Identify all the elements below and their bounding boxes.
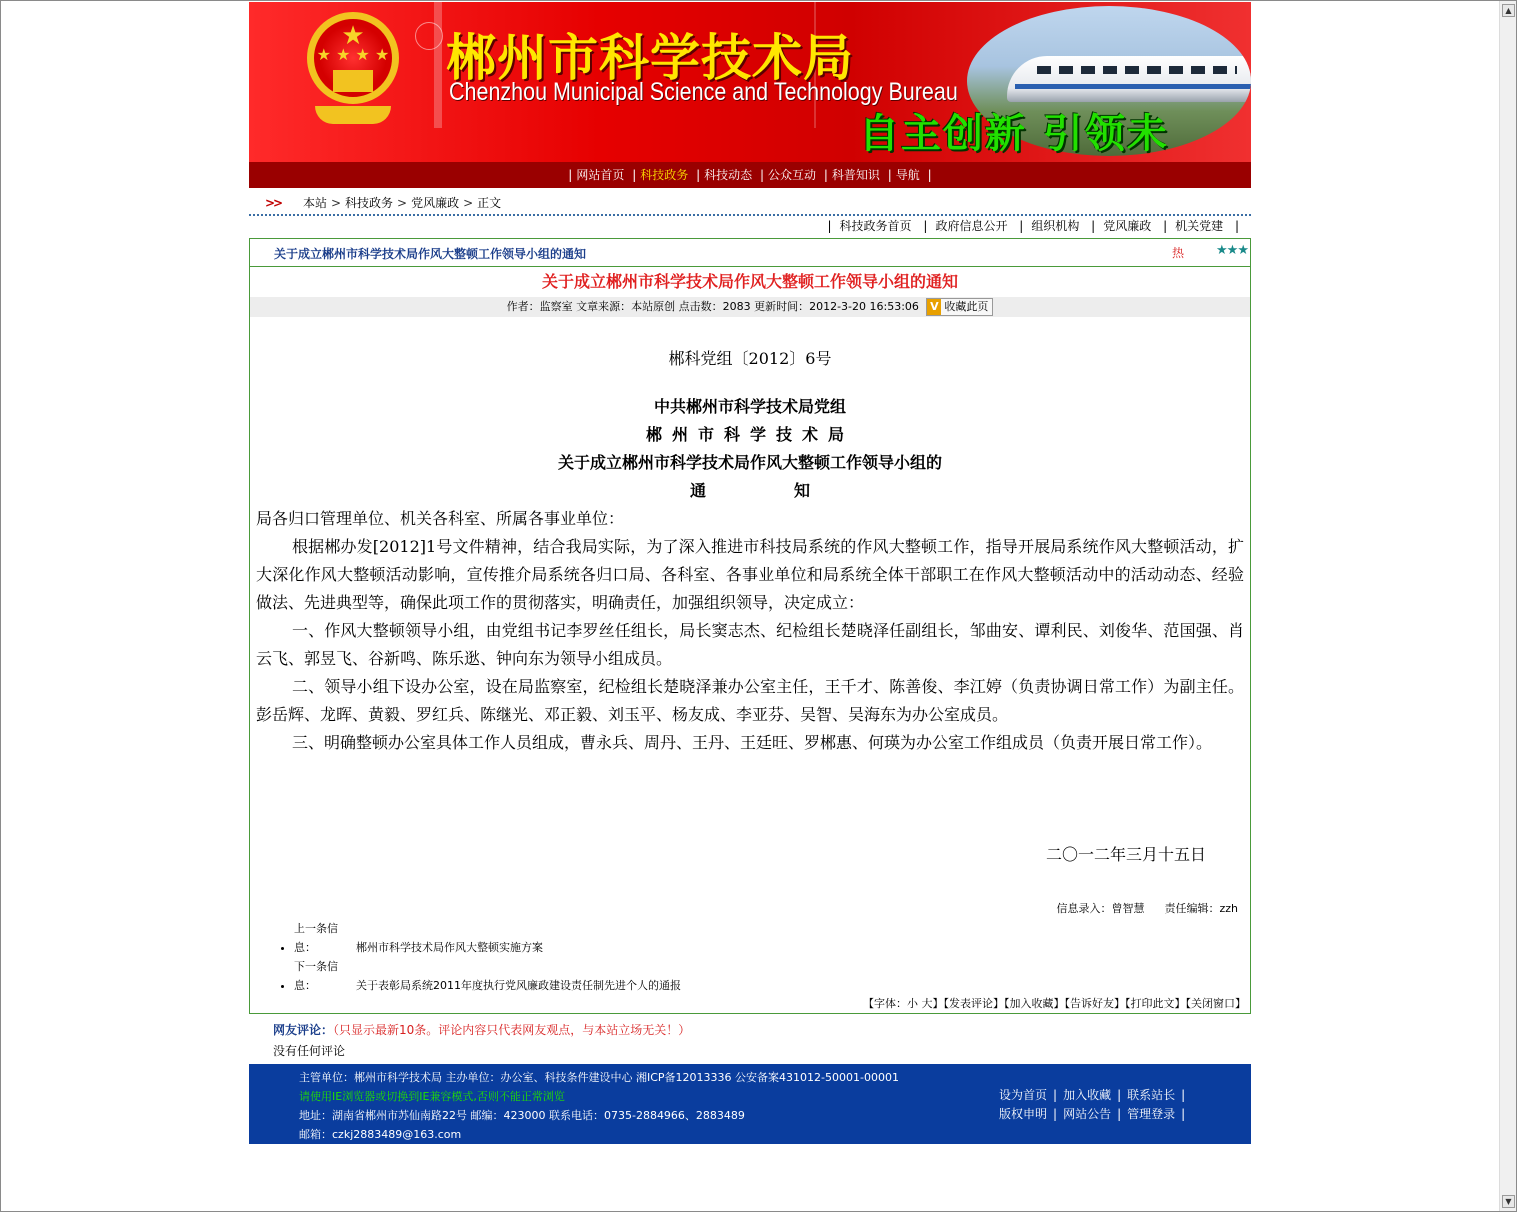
- nav-item-sci-news[interactable]: 科技动态: [704, 168, 753, 182]
- prev-article: [294, 919, 1250, 957]
- font-small-button[interactable]: 小: [907, 997, 918, 1010]
- breadcrumb-item: 正文: [477, 196, 502, 210]
- footer-line: 地址：湖南省郴州市苏仙南路22号 邮编：423000 联系电话：0735-2884966、2883489: [299, 1109, 745, 1122]
- footer-links: 设为首页 | 加入收藏 | 联系站长 | 版权申明 | 网站公告 | 管理登录 |: [999, 1088, 1186, 1121]
- notice-char: 通: [689, 481, 706, 500]
- set-homepage-link[interactable]: 设为首页: [999, 1088, 1048, 1102]
- nav-item-public-interaction[interactable]: 公众互动: [768, 168, 817, 182]
- post-comment-button[interactable]: 【发表评论】: [943, 997, 1004, 1010]
- nav-item-popular-science[interactable]: 科普知识: [831, 168, 880, 182]
- footer-browser-notice: 请使用IE浏览器或切换到IE兼容模式,否则不能正常浏览: [299, 1090, 565, 1103]
- paragraph: 二、领导小组下设办公室，设在局监察室，纪检组长楚晓泽兼办公室主任，王千才、陈善俊、李江婷（负责协调日常工作）为副主任。彭岳辉、龙晖、黄毅、罗红兵、陈继光、邓正毅、刘玉平、杨友成、李亚芬、吴智、吴海东为办公室成员。: [256, 677, 1244, 724]
- salutation: 局各归口管理单位、机关各科室、所属各事业单位：: [256, 509, 625, 528]
- article-box: [249, 238, 1251, 1014]
- article-title: 关于成立郴州市科学技术局作风大整顿工作领导小组的通知: [541, 272, 958, 291]
- bookmark-page-button[interactable]: [926, 298, 993, 316]
- contact-webmaster-link[interactable]: 联系站长: [1127, 1088, 1176, 1102]
- breadcrumb-item[interactable]: 本站: [302, 196, 327, 210]
- document-date: 二〇一二年三月十五日: [1045, 845, 1206, 864]
- breadcrumb: >> 本站 > 科技政务 > 党风廉政 > 正文: [249, 194, 1251, 216]
- notice-char: 知: [793, 481, 810, 500]
- article-body: [250, 347, 1250, 867]
- add-favorite-button[interactable]: 【加入收藏】: [1004, 997, 1065, 1010]
- page-container: [249, 2, 1251, 1144]
- site-title-chinese: 郴州市科学技术局: [446, 29, 854, 87]
- banner-decoration: [434, 2, 442, 128]
- rating-stars-icon: ★★★: [1216, 243, 1248, 258]
- subnav-item-party-building[interactable]: 机关党建: [1175, 219, 1224, 233]
- article-meta: [250, 297, 1250, 317]
- comments-title: 网友评论：: [273, 1023, 334, 1037]
- site-title-english: Chenzhou Municipal Science and Technology Bureau: [449, 78, 958, 106]
- article-meta-text: 作者：监察室 文章来源：本站原创 点击数：2083 更新时间：2012-3-20 16:53:06: [506, 300, 919, 313]
- site-announcement-link[interactable]: 网站公告: [1063, 1107, 1112, 1121]
- next-article-link[interactable]: 关于表彰局系统2011年度执行党风廉政建设责任制先进个人的通报: [356, 979, 681, 992]
- site-footer: [249, 1064, 1251, 1144]
- paragraph: 一、作风大整顿领导小组，由党组书记李罗丝任组长，局长窦志杰、纪检组长楚晓泽任副组长，邹曲安、谭利民、刘俊华、范国强、肖云飞、郭昱飞、谷新鸣、陈乐逖、钟向东为领导小组成员。: [256, 621, 1244, 668]
- document-heading: 中共郴州市科学技术局党组: [653, 397, 846, 416]
- footer-line: 主管单位：郴州市科学技术局 主办单位：办公室、科技条件建设中心 湘ICP备12013336 公安备案431012-50001-00001: [299, 1071, 899, 1084]
- vertical-scrollbar[interactable]: [1499, 1, 1516, 1211]
- comments-header: [273, 1020, 1251, 1040]
- breadcrumb-item[interactable]: 科技政务: [345, 196, 394, 210]
- add-favorite-link[interactable]: 加入收藏: [1063, 1088, 1112, 1102]
- copyright-link[interactable]: 版权申明: [999, 1107, 1048, 1121]
- document-number: 郴科党组〔2012〕6号: [668, 349, 832, 368]
- site-banner: [249, 2, 1251, 162]
- font-size-suffix: 】: [932, 997, 944, 1010]
- comments-empty: 没有任何评论: [273, 1044, 346, 1058]
- nav-item-sci-gov[interactable]: 科技政务: [640, 168, 689, 182]
- subnav-item-sci-gov-home[interactable]: 科技政务首页: [839, 219, 912, 233]
- subnav-item-gov-info[interactable]: 政府信息公开: [935, 219, 1008, 233]
- prev-next-list: [250, 919, 1250, 995]
- responsible-editor: 责任编辑：zzh: [1164, 902, 1238, 915]
- next-label: 下一条信息：: [294, 960, 338, 992]
- font-size-label: 【字体：: [863, 997, 907, 1010]
- tell-friend-button[interactable]: 【告诉好友】: [1064, 997, 1125, 1010]
- banner-slogan: 自主创新 引领未: [859, 111, 1169, 157]
- close-window-button[interactable]: 【关闭窗口】: [1185, 997, 1246, 1010]
- document-heading: 郴州市科学技术局: [645, 425, 854, 444]
- document-heading: 关于成立郴州市科学技术局作风大整顿工作领导小组的: [557, 453, 942, 472]
- paragraph: 三、明确整顿办公室具体工作人员组成，曹永兵、周丹、王丹、王廷旺、罗郴惠、何瑛为办公室工作组成员（负责开展日常工作）。: [292, 733, 1213, 752]
- footer-info: [299, 1068, 899, 1144]
- article-tools: [250, 995, 1250, 1013]
- bookmark-label: 收藏此页: [944, 300, 989, 313]
- breadcrumb-item[interactable]: 党风廉政: [411, 196, 460, 210]
- editor-info: [250, 899, 1250, 919]
- main-nav: | 网站首页 | 科技政务 | 科技动态 | 公众互动 | 科普知识 | 导航 |: [249, 162, 1251, 194]
- national-emblem-icon: ★ ★ ★ ★ ★: [301, 10, 405, 128]
- info-recorder: 信息录入：曾智慧: [1056, 902, 1145, 915]
- scroll-down-arrow-icon[interactable]: ▼: [1502, 1195, 1515, 1208]
- comments-section: [249, 1020, 1251, 1062]
- font-large-button[interactable]: 大: [921, 997, 933, 1010]
- nav-item-home[interactable]: 网站首页: [576, 168, 625, 182]
- double-chevron-icon: >>: [265, 196, 282, 210]
- subnav-item-organization[interactable]: 组织机构: [1031, 219, 1080, 233]
- nav-item-navigation[interactable]: 导航: [895, 168, 920, 182]
- prev-article-link[interactable]: 郴州市科学技术局作风大整顿实施方案: [356, 941, 543, 954]
- section-subnav: | 科技政务首页 | 政府信息公开 | 组织机构 | 党风廉政 | 机关党建 |: [827, 219, 1239, 233]
- next-article: [294, 957, 1250, 995]
- hot-badge: 热: [1172, 246, 1185, 260]
- footer-email: 邮箱：czkj2883489@163.com: [299, 1128, 462, 1141]
- print-article-button[interactable]: 【打印此文】: [1125, 997, 1186, 1010]
- bookmark-icon: V: [927, 299, 941, 315]
- article-box-header: [250, 239, 1250, 267]
- scroll-up-arrow-icon[interactable]: ▲: [1502, 4, 1515, 17]
- paragraph: 根据郴办发[2012]1号文件精神，结合我局实际，为了深入推进市科技局系统的作风大整顿工作，指导开展局系统作风大整顿活动，扩大深化作风大整顿活动影响，宣传推介局系统各归口局、各科室、各事业单位和局系统全体干部职工在作风大整顿活动中的活动动态、经验做法、先进典型等，确保此项工作的贯彻落实，明确责任，加强组织领导，决定成立：: [256, 537, 1244, 612]
- prev-label: 上一条信息：: [294, 922, 338, 954]
- admin-login-link[interactable]: 管理登录: [1127, 1107, 1176, 1121]
- document-heading-notice: [256, 477, 1244, 505]
- article-box-title: 关于成立郴州市科学技术局作风大整顿工作领导小组的通知: [274, 247, 587, 261]
- comments-note: （只显示最新10条。评论内容只代表网友观点，与本站立场无关！）: [333, 1023, 691, 1037]
- subnav-item-integrity[interactable]: 党风廉政: [1103, 219, 1152, 233]
